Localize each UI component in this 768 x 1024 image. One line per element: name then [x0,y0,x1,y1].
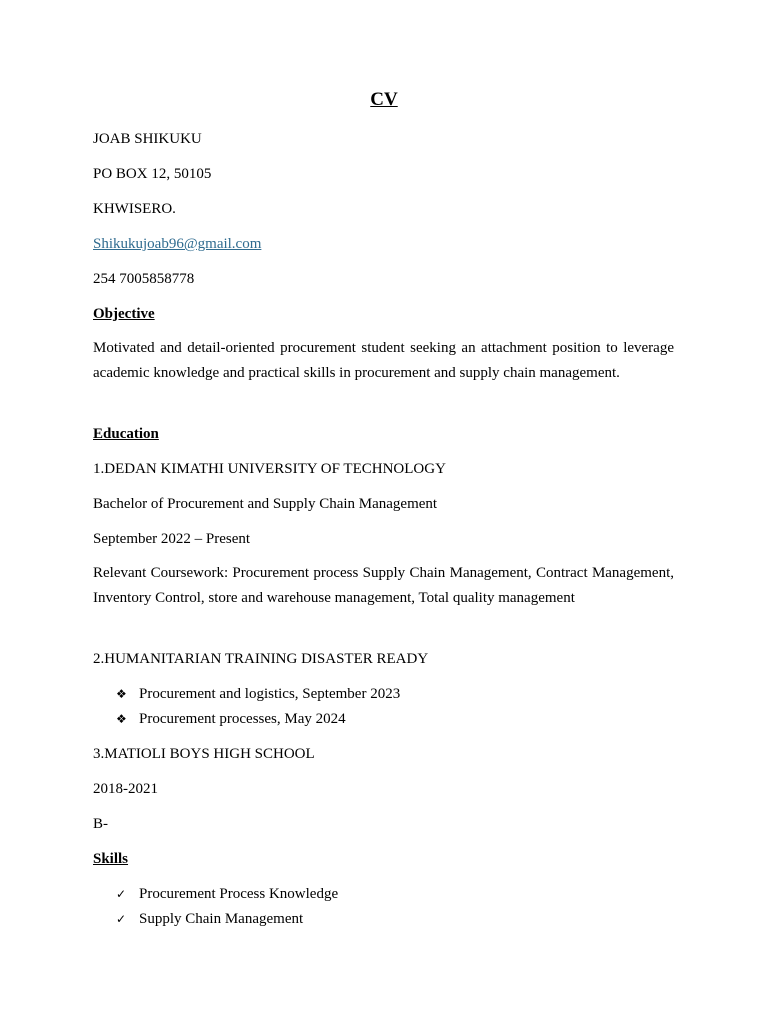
training-item-label: Procurement processes, May 2024 [139,711,346,727]
institution-3-dates: 2018-2021 [93,781,158,797]
checkmark-icon: ✓ [116,912,127,926]
institution-3-name: 3.MATIOLI BOYS HIGH SCHOOL [93,746,315,762]
list-item [116,710,346,728]
diamond-bullet-icon: ❖ [116,687,127,701]
phone-number: 254 7005858778 [93,271,195,287]
institution-1-name: 1.DEDAN KIMATHI UNIVERSITY OF TECHNOLOGY [93,461,446,477]
email-link[interactable]: Shikukujoab96@gmail.com [93,236,262,252]
checkmark-icon: ✓ [116,887,127,901]
institution-3-grade: B- [93,816,108,832]
institution-1-dates: September 2022 – Present [93,531,251,547]
skill-label: Procurement Process Knowledge [139,886,339,902]
institution-1-coursework: Relevant Coursework: Procurement process Supply Chain Management, Contract Management, Inventory Control, store and warehouse management, Total quality management [93,565,674,606]
postal-address: PO BOX 12, 50105 [93,166,212,182]
candidate-name: JOAB SHIKUKU [93,131,202,147]
diamond-bullet-icon: ❖ [116,712,127,726]
objective-text: Motivated and detail-oriented procurement student seeking an attachment position to leverage academic knowledge and practical skills in procurement and supply chain management. [93,340,674,381]
institution-1-degree: Bachelor of Procurement and Supply Chain Management [93,496,438,512]
education-heading: Education [93,426,159,442]
skills-heading: Skills [93,851,129,867]
institution-2-name: 2.HUMANITARIAN TRAINING DISASTER READY [93,651,429,667]
training-item-label: Procurement and logistics, September 2023 [139,686,401,702]
document-title: CV [370,89,398,110]
list-item [116,910,303,928]
objective-heading: Objective [93,306,155,322]
list-item [116,685,400,703]
skill-label: Supply Chain Management [139,911,304,927]
list-item [116,885,338,903]
town: KHWISERO. [93,201,176,217]
